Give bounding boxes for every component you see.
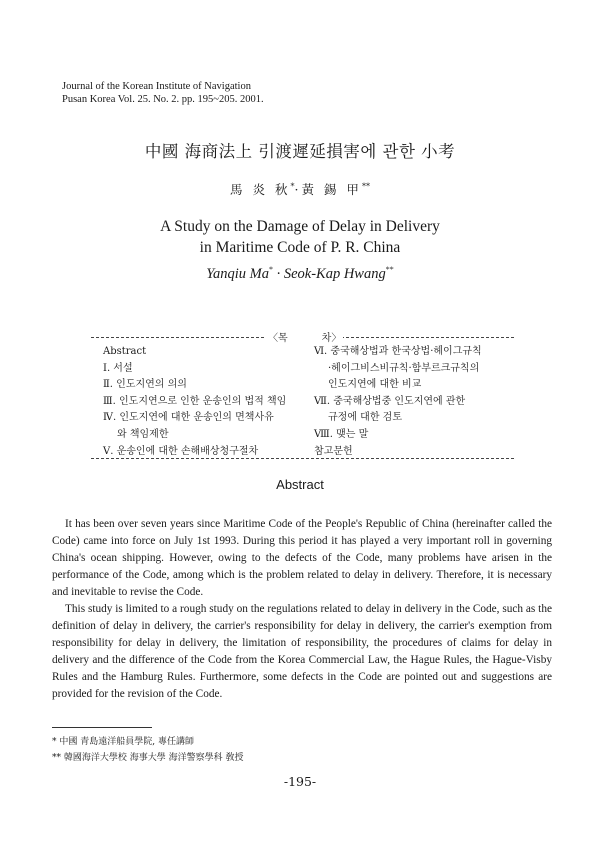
- toc-item-continuation: 와 책임제한: [117, 428, 169, 440]
- toc-item: 참고문헌: [314, 445, 353, 457]
- page-number: -195-: [283, 774, 317, 789]
- abstract-paragraph-1: It has been over seven years since Maritime Code of the People's Republic of China (hereinafter called the Code) came into force on July 1st 1993. During this period it has played a very important roll in governing China's ocean shipping. However, owing to the defects of the Code, many problems have arisen in the performance of the Code, among which is the problem related to delay in delivery. Therefore, it is necessary and inevitable to revise the Code.: [52, 518, 552, 598]
- toc-item: Ⅶ. 중국해상법중 인도지연에 관한: [314, 395, 466, 407]
- abstract-paragraph-2: This study is limited to a rough study on the regulations related to delay in delivery in the Code, such as the definition of delay in delivery, the carrier's responsibility for delay in delivery, the carrier's exemption from responsibility for delay in delivery, the limitation of responsibility, the procedures of claims for delay in delivery and the difference of the Code from the Korea Commercial Law, the Hague Rules, the Hague-Visby Rules and the Hamburg Rules. Furthermore, some defects in the Code are pointed out and suggestions are provided for the revision of the Code.: [52, 603, 552, 700]
- english-author-1: Yanqiu Ma: [206, 265, 269, 282]
- journal-name: Journal of the Korean Institute of Navigation: [62, 81, 251, 92]
- toc-right-column: [314, 344, 482, 460]
- english-author-1-mark: *: [268, 265, 273, 274]
- toc-item: Ⅷ. 맺는 말: [314, 428, 369, 440]
- english-authors: [0, 265, 600, 283]
- korean-author-1-mark: *: [290, 181, 295, 191]
- footnotes: [52, 734, 243, 766]
- english-author-separator: ·: [272, 265, 284, 282]
- toc-heading-right: 차〉: [321, 333, 342, 344]
- footnote-1: * 中國 青島遠洋船員學院, 專任講師: [52, 737, 194, 747]
- english-author-2: Seok-Kap Hwang: [283, 265, 386, 282]
- english-title: [0, 216, 600, 258]
- toc-item: Ⅱ. 인도지연의 의의: [103, 379, 187, 391]
- korean-author-1: 馬 炎 秋: [230, 182, 291, 197]
- korean-title: 中國 海商法上 引渡遲延損害에 관한 小考: [144, 142, 456, 161]
- footnote-2: ** 韓國海洋大學校 海事大學 海洋警察學科 敎授: [52, 753, 244, 763]
- toc-item: Ⅳ. 인도지연에 대한 운송인의 면책사유: [103, 412, 274, 424]
- journal-volume: Pusan Korea Vol. 25. No. 2. pp. 195~205. 2001.: [62, 94, 264, 105]
- abstract-body: [52, 516, 552, 703]
- toc-item-continuation: ·헤이그비스비규칙·함부르크규칙의: [328, 362, 480, 374]
- toc-heading: [266, 329, 343, 344]
- toc-item: Ⅴ. 운송인에 대한 손해배상청구절차: [103, 445, 259, 457]
- english-title-line-2: in Maritime Code of P. R. China: [199, 239, 401, 256]
- korean-author-2-mark: **: [361, 181, 370, 191]
- abstract-heading: Abstract: [276, 477, 324, 492]
- toc-left-column: [103, 344, 286, 460]
- journal-citation: [62, 80, 264, 106]
- toc-heading-left: 〈목: [268, 333, 288, 344]
- toc-item-continuation: 인도지연에 대한 비교: [328, 379, 422, 391]
- toc-item: Ⅲ. 인도지연으로 인한 운송인의 법적 책임: [103, 395, 287, 407]
- footnote-rule: [52, 727, 152, 728]
- english-author-2-mark: **: [385, 265, 394, 274]
- toc-item: Ⅰ. 서설: [103, 362, 133, 374]
- toc-item: Ⅵ. 중국해상법과 한국상법·헤이그규칙: [314, 346, 482, 357]
- korean-author-2: 黃 錫 甲: [301, 182, 362, 197]
- english-title-line-1: A Study on the Damage of Delay in Delivery: [160, 218, 440, 235]
- korean-author-separator: ·: [294, 182, 302, 197]
- toc-item-continuation: 규정에 대한 검토: [328, 412, 402, 424]
- korean-authors: [0, 180, 600, 198]
- toc-item: Abstract: [103, 346, 147, 357]
